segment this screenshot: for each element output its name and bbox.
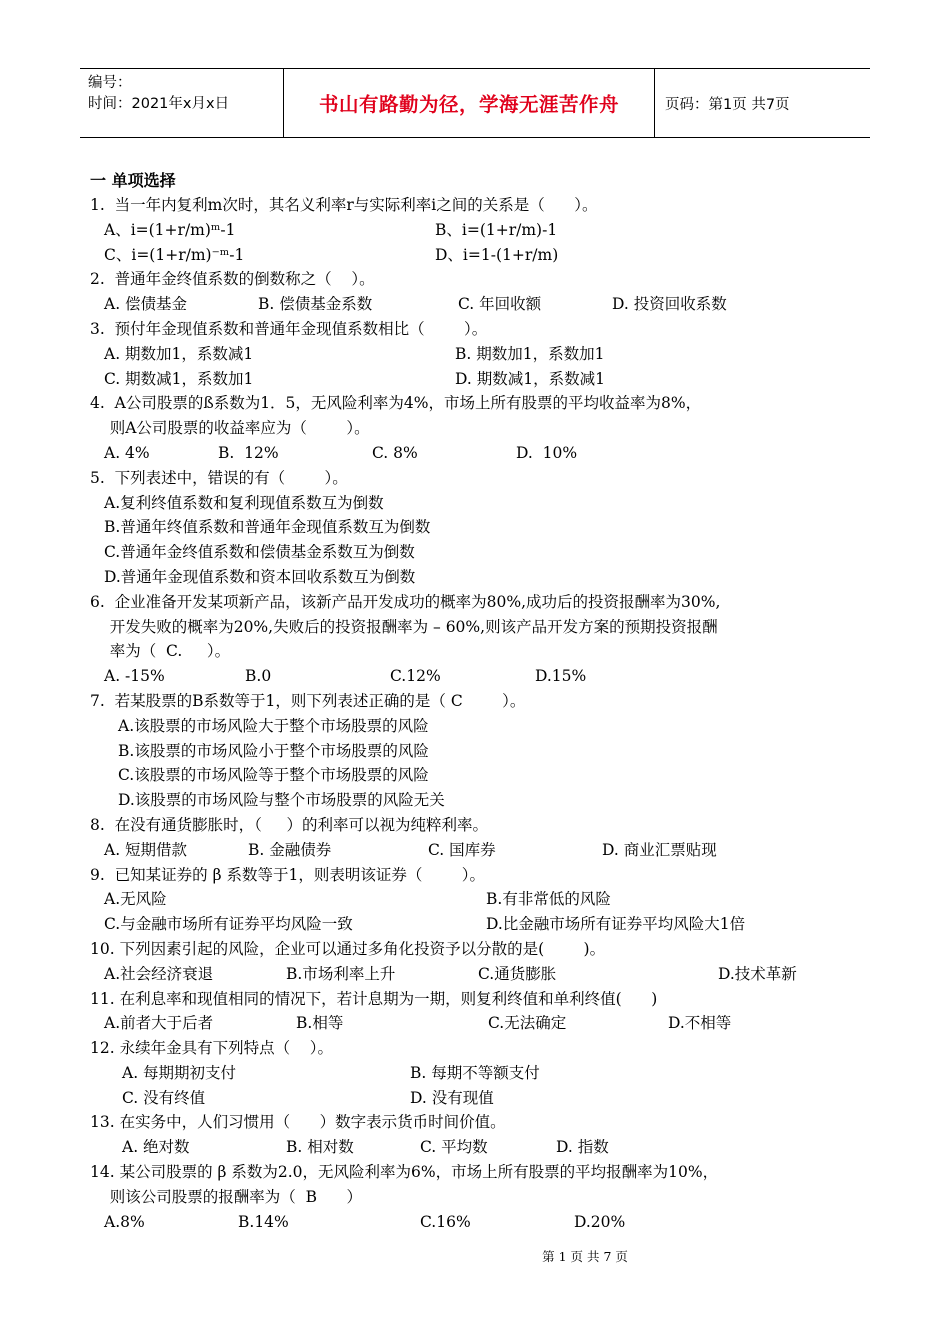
answer-option: A.该股票的市场风险大于整个市场股票的风险: [118, 716, 429, 735]
question-stem-line: 率为（ C. ）。: [90, 642, 231, 661]
option-row: [90, 491, 880, 516]
answer-option: D.15%: [535, 667, 587, 686]
question-stem-line: 11. 在利息率和现值相同的情况下，若计息期为一期，则复利终值和单利终值( ): [90, 989, 658, 1008]
option-row: [90, 243, 880, 268]
question-stem-line: 7. 若某股票的Β系数等于1，则下列表述正确的是（ C ）。: [90, 691, 526, 710]
answer-option: B. 金融债券: [248, 840, 332, 859]
question-13: [90, 1110, 880, 1160]
question-stem-line: 9. 已知某证券的 β 系数等于1，则表明该证券（ ）。: [90, 865, 485, 884]
answer-option: D. 指数: [556, 1138, 609, 1157]
answer-option: C.无法确定: [488, 1014, 567, 1033]
answer-option: B.相等: [296, 1014, 344, 1033]
option-row: [90, 292, 880, 317]
question-1: [90, 193, 880, 267]
answer-option: C.该股票的市场风险等于整个市场股票的风险: [118, 766, 429, 785]
answer-option: C. 期数减1，系数加1: [104, 369, 254, 388]
option-row: [90, 912, 880, 937]
answer-option: A、i=(1+r/m)ᵐ-1: [104, 220, 236, 239]
answer-option: D、i=1-(1+r/m): [435, 245, 559, 264]
header-motto: 书山有路勤为径，学海无涯苦作舟: [283, 69, 655, 137]
answer-option: B.普通年终值系数和普通年金现值系数互为倒数: [104, 518, 431, 537]
answer-option: B. 相对数: [286, 1138, 354, 1157]
question-9: [90, 863, 880, 937]
section-title: 一 单项选择: [90, 171, 176, 190]
answer-option: D. 没有现值: [410, 1088, 494, 1107]
question-stem-line: 开发失败的概率为20%,失败后的投资报酬率为 – 60%,则该产品开发方案的预期投资报酬: [90, 617, 718, 636]
question-11: [90, 987, 880, 1037]
option-row: [90, 664, 880, 689]
answer-option: B、i=(1+r/m)-1: [435, 220, 558, 239]
option-row: [90, 218, 880, 243]
option-row: [90, 1135, 880, 1160]
question-stem-line: 10. 下列因素引起的风险，企业可以通过多角化投资予以分散的是( )。: [90, 939, 606, 958]
question-stem-line: 12. 永续年金具有下列特点（ ）。: [90, 1039, 334, 1058]
question-2: [90, 267, 880, 317]
question-7: [90, 689, 880, 813]
question-8: [90, 813, 880, 863]
document-body: [90, 168, 880, 1234]
option-row: [90, 1061, 880, 1086]
answer-option: B. 偿债基金系数: [258, 295, 373, 314]
answer-option: C、i=(1+r/m)⁻ᵐ-1: [104, 245, 245, 264]
answer-option: B.14%: [238, 1212, 289, 1231]
question-12: [90, 1036, 880, 1110]
answer-option: D. 商业汇票贴现: [602, 840, 717, 859]
question-stem-line: 5. 下列表述中，错误的有（ ）。: [90, 468, 348, 487]
answer-option: A. -15%: [104, 667, 165, 686]
answer-option: A. 绝对数: [122, 1138, 190, 1157]
date-label: 时间：2021年x月x日: [88, 96, 230, 112]
question-stem-line: 则A公司股票的收益率应为（ ）。: [90, 419, 370, 438]
question-stem-line: 14. 某公司股票的 β 系数为2.0，无风险利率为6%，市场上所有股票的平均报酬率为10%，: [90, 1163, 719, 1182]
answer-option: B. 12%: [218, 443, 279, 462]
question-14: [90, 1160, 880, 1234]
question-stem-line: 1. 当一年内复利m次时，其名义利率r与实际利率i之间的关系是（ ）。: [90, 196, 598, 214]
answer-option: D.技术革新: [718, 964, 797, 983]
option-row: [90, 342, 880, 367]
option-row: [90, 739, 880, 764]
question-stem-line: 4. A公司股票的ß系数为1．5，无风险利率为4%，市场上所有股票的平均收益率为8%，: [90, 394, 702, 413]
answer-option: D.普通年金现值系数和资本回收系数互为倒数: [104, 567, 416, 586]
answer-option: A. 每期期初支付: [122, 1063, 237, 1082]
question-stem-line: 8. 在没有通货膨胀时，（ ）的利率可以视为纯粹利率。: [90, 815, 489, 834]
question-10: [90, 937, 880, 987]
page-footer: 第 1 页 共 7 页: [542, 1249, 628, 1264]
option-row: [90, 887, 880, 912]
answer-option: B. 期数加1，系数加1: [455, 344, 605, 363]
document-header: [80, 68, 870, 138]
answer-option: C.与金融市场所有证券平均风险一致: [104, 915, 353, 934]
answer-option: A. 偿债基金: [104, 295, 188, 314]
answer-option: A. 期数加1，系数减1: [104, 344, 254, 363]
answer-option: C.16%: [420, 1212, 471, 1231]
answer-option: C.普通年金终值系数和偿债基金系数互为倒数: [104, 543, 415, 562]
option-row: [90, 515, 880, 540]
option-row: [90, 838, 880, 863]
answer-option: B.该股票的市场风险小于整个市场股票的风险: [118, 741, 429, 760]
answer-option: D. 投资回收系数: [612, 295, 727, 314]
question-stem-line: 3. 预付年金现值系数和普通年金现值系数相比（ ）。: [90, 319, 488, 338]
option-row: [90, 540, 880, 565]
answer-option: D.不相等: [668, 1014, 732, 1033]
option-row: [90, 763, 880, 788]
answer-option: B.市场利率上升: [286, 964, 396, 983]
question-5: [90, 466, 880, 590]
option-row: [90, 441, 880, 466]
header-meta: [80, 69, 283, 137]
option-row: [90, 1086, 880, 1111]
answer-option: C.12%: [390, 667, 441, 686]
answer-option: A.社会经济衰退: [104, 964, 214, 983]
answer-option: A.复利终值系数和复利现值系数互为倒数: [104, 493, 384, 512]
option-row: [90, 714, 880, 739]
answer-option: C.通货膨胀: [478, 964, 557, 983]
answer-option: A.无风险: [104, 890, 167, 909]
option-row: [90, 1011, 880, 1036]
answer-option: D.20%: [574, 1212, 626, 1231]
question-3: [90, 317, 880, 391]
question-stem-line: 13. 在实务中，人们习惯用（ ）数字表示货币时间价值。: [90, 1113, 506, 1132]
question-4: [90, 391, 880, 465]
option-row: [90, 1210, 880, 1235]
answer-option: C. 平均数: [420, 1138, 488, 1157]
question-stem-line: 则该公司股票的报酬率为（ B ）: [90, 1187, 363, 1206]
answer-option: C. 8%: [372, 443, 418, 462]
answer-option: A.前者大于后者: [104, 1014, 214, 1033]
option-row: [90, 788, 880, 813]
answer-option: A.8%: [104, 1212, 145, 1231]
answer-option: B.0: [245, 667, 272, 686]
question-list: [90, 193, 880, 1234]
answer-option: A. 4%: [104, 443, 150, 462]
option-row: [90, 367, 880, 392]
serial-label: 编号：: [88, 75, 132, 91]
question-6: [90, 590, 880, 689]
answer-option: D.该股票的市场风险与整个市场股票的风险无关: [118, 791, 445, 810]
question-stem-line: 6. 企业准备开发某项新产品，该新产品开发成功的概率为80%,成功后的投资报酬率为30%,: [90, 592, 721, 611]
answer-option: D. 期数减1，系数减1: [455, 369, 605, 388]
answer-option: A. 短期借款: [104, 840, 188, 859]
question-stem-line: 2. 普通年金终值系数的倒数称之（ ）。: [90, 270, 375, 289]
page-label: 页码：第1页 共7页: [665, 96, 790, 113]
answer-option: C. 国库券: [428, 840, 496, 859]
answer-option: C. 没有终值: [122, 1088, 206, 1107]
option-row: [90, 565, 880, 590]
answer-option: D.比金融市场所有证券平均风险大1倍: [486, 915, 746, 934]
answer-option: D. 10%: [516, 443, 578, 462]
answer-option: C. 年回收额: [458, 295, 542, 314]
answer-option: B.有非常低的风险: [486, 890, 611, 909]
answer-option: B. 每期不等额支付: [410, 1063, 540, 1082]
option-row: [90, 962, 880, 987]
